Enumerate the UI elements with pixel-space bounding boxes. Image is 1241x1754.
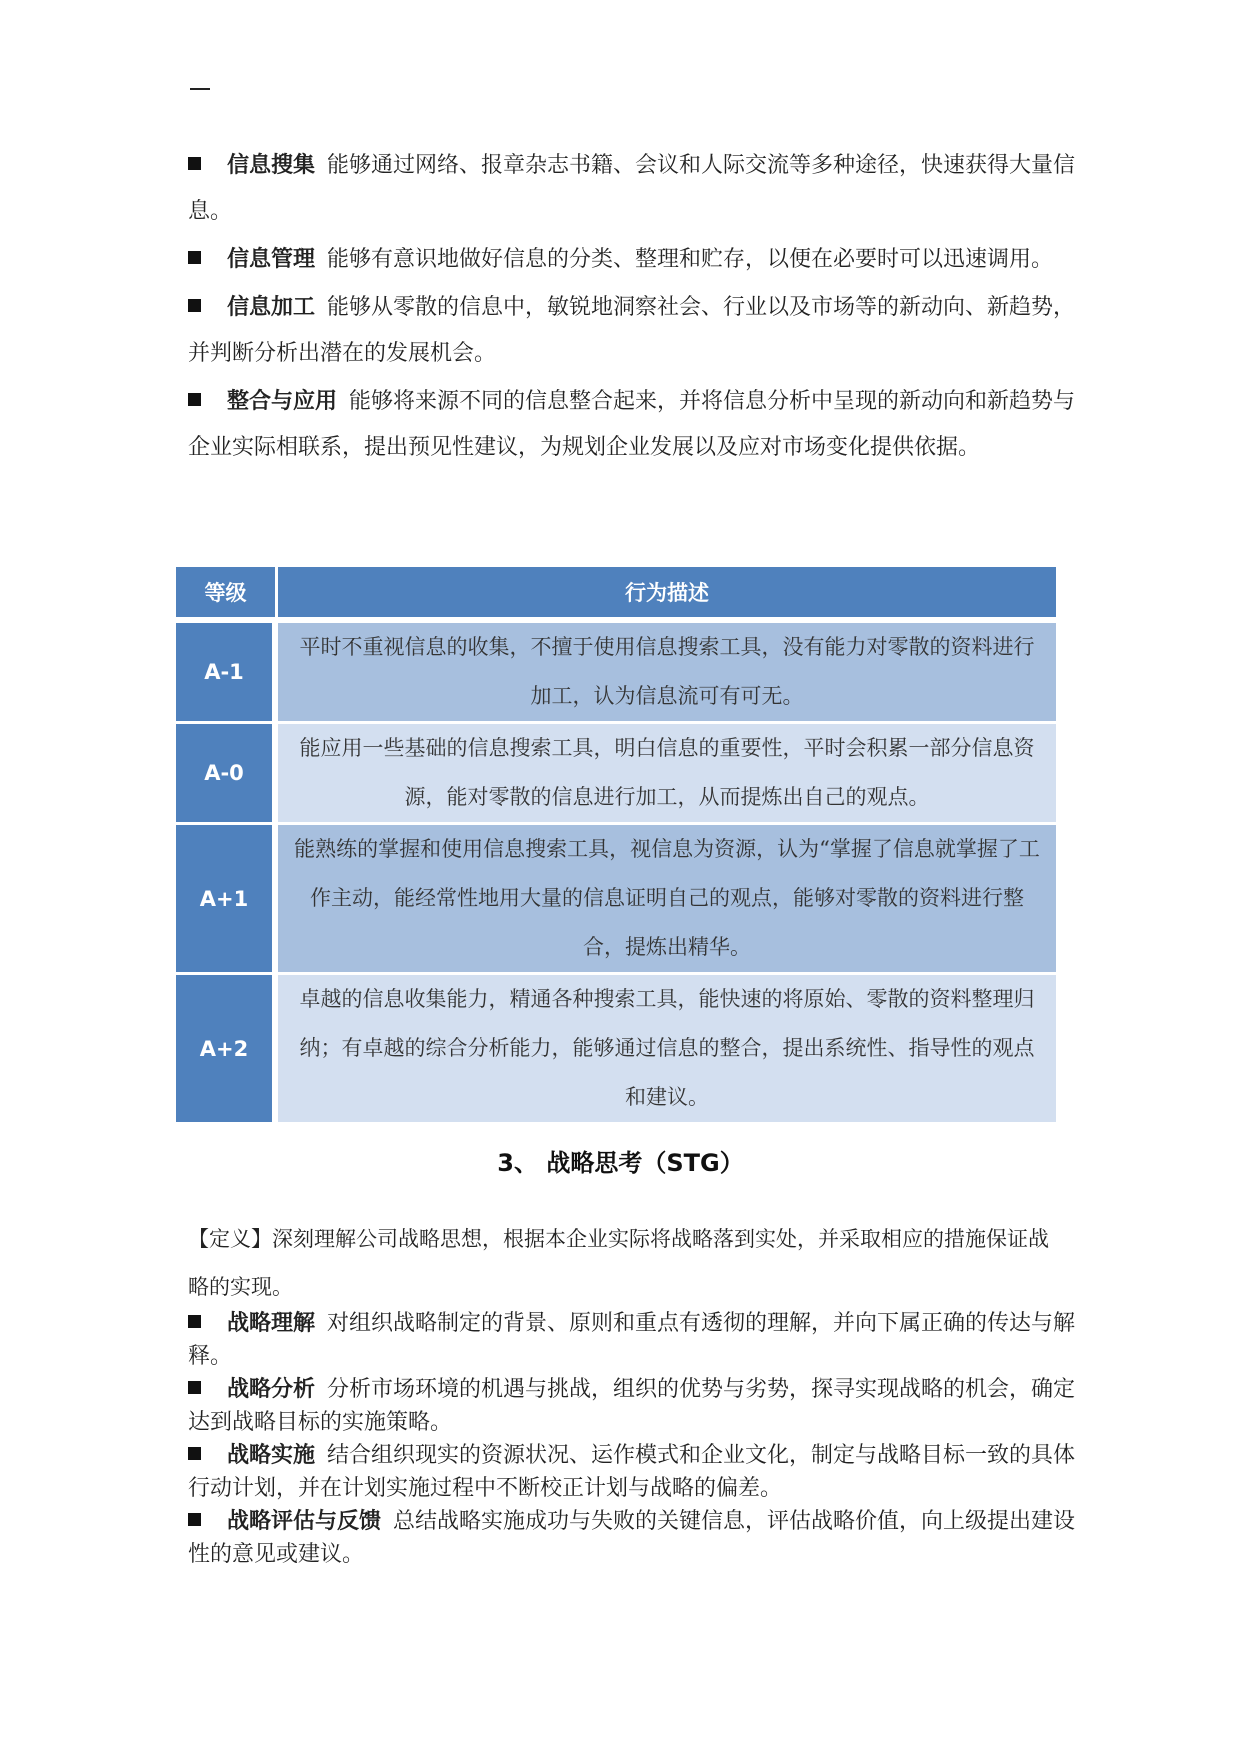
header-grade: 等级 <box>176 567 278 623</box>
bullet-term: 战略分析 <box>227 1377 316 1402</box>
bullet-text: 能够通过网络、报章杂志书籍、会议和人际交流等多种途径，快速获得大量信息。 <box>188 153 1076 224</box>
description-cell: 能应用一些基础的信息搜索工具，明白信息的重要性，平时会积累一部分信息资源，能对零散的信息进行加工，从而提炼出自己的观点。 <box>278 724 1056 825</box>
bullet-term: 信息加工 <box>227 295 316 320</box>
bullet-text: 能够将来源不同的信息整合起来，并将信息分析中呈现的新动向和新趋势与企业实际相联系，提出预见性建议，为规划企业发展以及应对市场变化提供依据。 <box>188 389 1076 460</box>
bullet-square-icon <box>188 299 201 312</box>
table-row <box>176 623 1056 724</box>
info-competency-bullets <box>188 143 1088 473</box>
bullet-strategy-analysis <box>188 1373 1088 1439</box>
bullet-term: 信息管理 <box>227 247 316 272</box>
grade-cell: A+2 <box>176 975 278 1125</box>
description-cell: 能熟练的掌握和使用信息搜索工具，视信息为资源，认为“掌握了信息就掌握了工作主动，能经常性地用大量的信息证明自己的观点，能够对零散的资料进行整合，提炼出精华。 <box>278 825 1056 975</box>
header-behavior: 行为描述 <box>278 567 1056 623</box>
grade-cell: A+1 <box>176 825 278 975</box>
bullet-term: 信息搜集 <box>227 153 316 178</box>
description-cell: 卓越的信息收集能力，精通各种搜索工具，能快速的将原始、零散的资料整理归纳；有卓越的综合分析能力，能够通过信息的整合，提出系统性、指导性的观点和建议。 <box>278 975 1056 1125</box>
bullet-strategy-understand <box>188 1307 1088 1373</box>
bullet-text: 能够从零散的信息中，敏锐地洞察社会、行业以及市场等的新动向、新趋势，并判断分析出潜在的发展机会。 <box>188 295 1076 366</box>
description-cell: 平时不重视信息的收集，不擅于使用信息搜索工具，没有能力对零散的资料进行加工，认为信息流可有可无。 <box>278 623 1056 724</box>
bullet-square-icon <box>188 1513 201 1526</box>
bullet-square-icon <box>188 1381 201 1394</box>
bullet-square-icon <box>188 157 201 170</box>
bullet-term: 整合与应用 <box>227 389 338 414</box>
grade-cell: A-0 <box>176 724 278 825</box>
grade-cell: A-1 <box>176 623 278 724</box>
bullet-text: 能够有意识地做好信息的分类、整理和贮存，以便在必要时可以迅速调用。 <box>327 247 1054 272</box>
bullet-info-process <box>188 285 1088 377</box>
strategy-competency-bullets <box>188 1307 1088 1571</box>
bullet-integrate-apply <box>188 379 1088 471</box>
bullet-square-icon <box>188 1315 201 1328</box>
table-row <box>176 975 1056 1125</box>
bullet-term: 战略评估与反馈 <box>227 1509 382 1534</box>
grade-behavior-table <box>176 567 1056 1125</box>
page-top-dash <box>190 88 210 90</box>
table-row <box>176 825 1056 975</box>
bullet-term: 战略理解 <box>227 1311 316 1336</box>
bullet-info-collect <box>188 143 1088 235</box>
definition-paragraph: 【定义】深刻理解公司战略思想，根据本企业实际将战略落到实处，并采取相应的措施保证战略的实现。 <box>188 1227 1049 1299</box>
table-row <box>176 724 1056 825</box>
bullet-term: 战略实施 <box>227 1443 316 1468</box>
bullet-text: 对组织战略制定的背景、原则和重点有透彻的理解，并向下属正确的传达与解释。 <box>188 1311 1076 1369</box>
bullet-text: 结合组织现实的资源状况、运作模式和企业文化，制定与战略目标一致的具体行动计划，并在计划实施过程中不断校正计划与战略的偏差。 <box>188 1443 1076 1501</box>
bullet-square-icon <box>188 251 201 264</box>
bullet-square-icon <box>188 393 201 406</box>
table-header-row <box>176 567 1056 623</box>
bullet-strategy-implement <box>188 1439 1088 1505</box>
bullet-text: 分析市场环境的机遇与挑战，组织的优势与劣势，探寻实现战略的机会，确定达到战略目标的实施策略。 <box>188 1377 1076 1435</box>
bullet-square-icon <box>188 1447 201 1460</box>
section-title: 3、 战略思考（STG） <box>497 1149 744 1177</box>
bullet-info-manage <box>188 237 1088 283</box>
bullet-strategy-evaluate <box>188 1505 1088 1571</box>
bullet-text: 总结战略实施成功与失败的关键信息，评估战略价值，向上级提出建设性的意见或建议。 <box>188 1509 1076 1567</box>
